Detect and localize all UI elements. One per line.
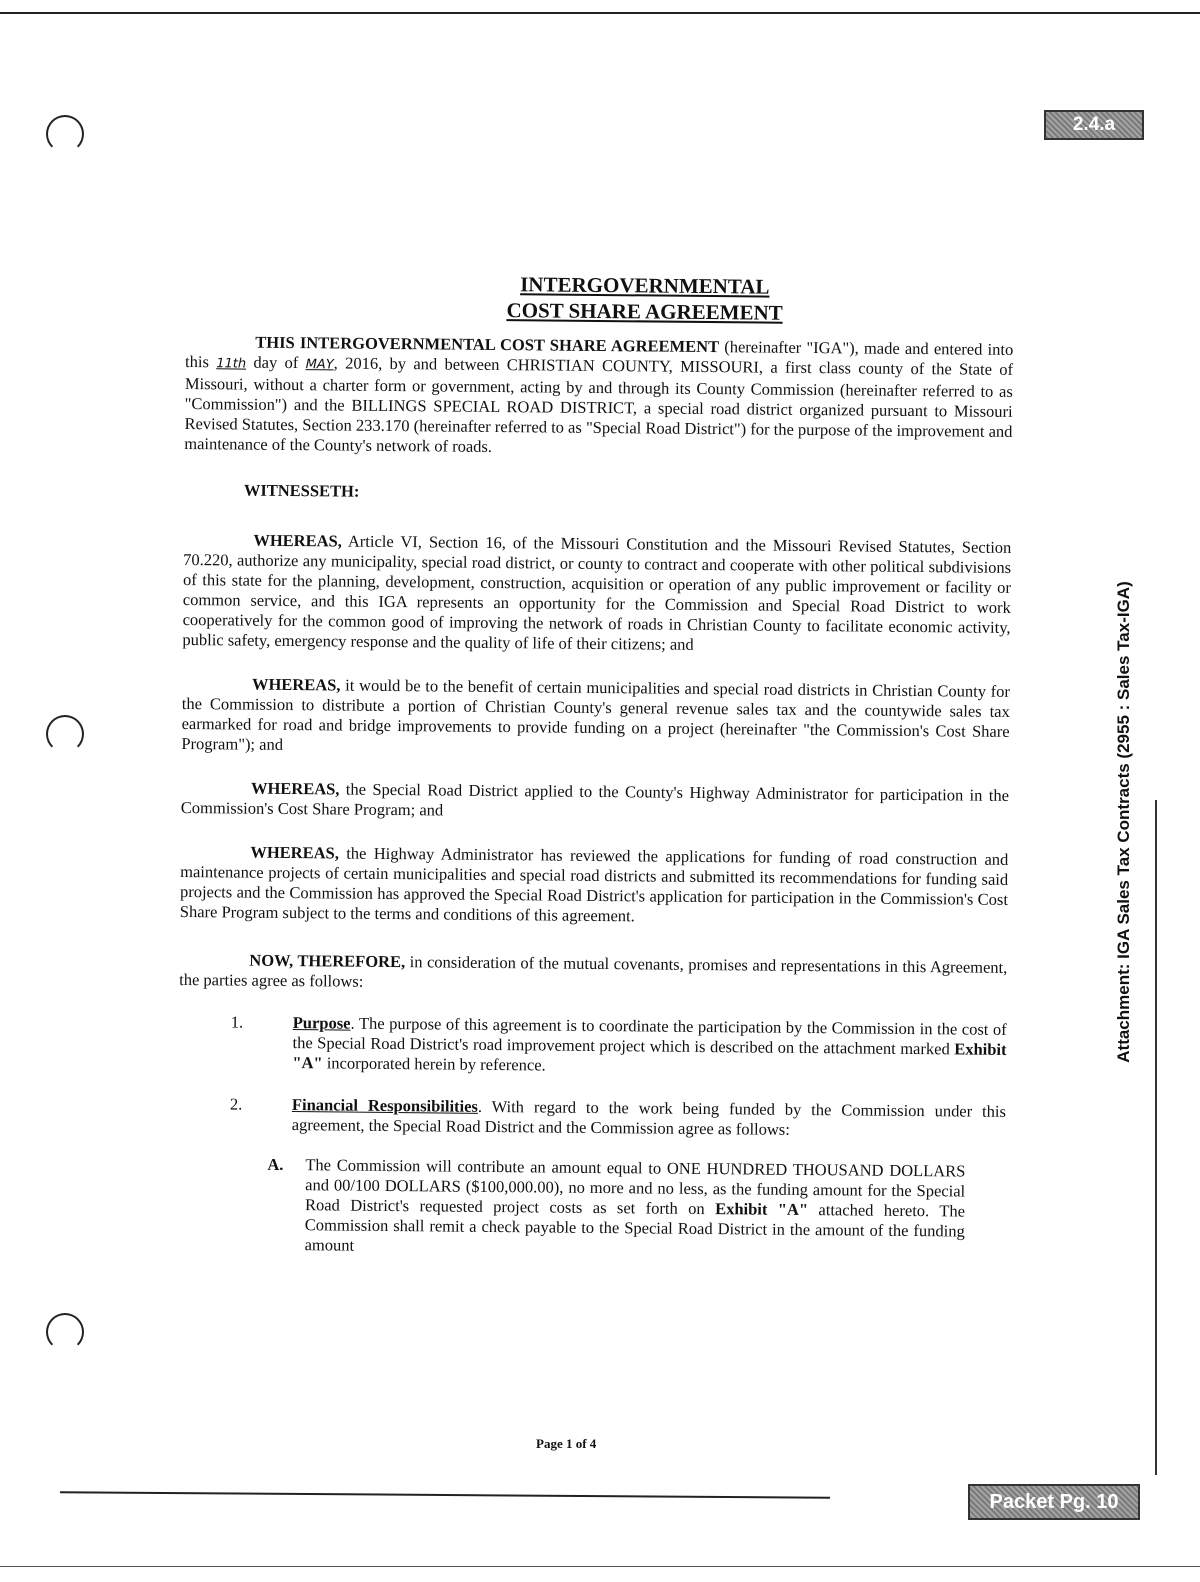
title-line-2: COST SHARE AGREEMENT	[506, 298, 783, 325]
sub-item	[267, 1155, 1006, 1262]
now-therefore-lead: NOW, THEREFORE,	[249, 950, 406, 972]
item-body: . The purpose of this agreement is to coordinate the participation by the Commission in the cost of the Special Road District's road improvement project which is described on the attachment marked	[292, 1013, 1007, 1059]
document-title	[275, 269, 1013, 328]
page-number: Page 1 of 4	[536, 1436, 597, 1451]
item-text	[292, 1095, 1006, 1142]
attachment-side-label: Attachment: IGA Sales Tax Contracts (2955 : Sales Tax-IGA)	[1114, 581, 1133, 1063]
whereas-paragraph	[181, 674, 1010, 762]
punch-hole	[46, 115, 84, 153]
top-scan-edge	[0, 12, 1200, 14]
bottom-rule	[60, 1491, 830, 1498]
sub-item-text	[305, 1155, 1006, 1262]
exhibit-reference: Exhibit "A"	[715, 1199, 809, 1220]
punch-hole	[46, 1313, 84, 1351]
item-number: 2.	[229, 1094, 243, 1114]
whereas-lead: WHEREAS,	[251, 674, 341, 695]
sub-item-letter: A.	[267, 1154, 284, 1174]
whereas-text: the Special Road District applied to the County's Highway Administrator for participation in the Commission's Cost Share Program; and	[180, 779, 1010, 820]
whereas-paragraph	[180, 842, 1009, 930]
handwritten-day: 11th	[216, 356, 247, 372]
intro-paragraph	[184, 332, 1013, 462]
packet-page-badge: Packet Pg. 10	[968, 1484, 1140, 1520]
whereas-text: the Highway Administrator has reviewed the applications for funding of road construction and maintenance projects of certain municipalities and special road districts and submitted its recommendations for funding said projects and the Commission has approved the Special Road District's application for participation in the Commission's Cost Share Program subject to the terms and conditions of this agreement.	[179, 843, 1009, 926]
item-number: 1.	[230, 1012, 244, 1032]
whereas-paragraph	[181, 778, 1009, 826]
whereas-paragraph	[182, 530, 1011, 658]
punch-hole	[46, 715, 84, 753]
item-body: . With regard to the work being funded by the Commission under this agreement, the Special Road District and the Commission agree as follows:	[291, 1096, 1007, 1139]
bottom-scan-edge	[0, 1566, 1200, 1567]
whereas-lead: WHEREAS,	[250, 778, 340, 799]
item-heading: Purpose	[292, 1013, 351, 1033]
title-line-1: INTERGOVERNMENTAL	[520, 272, 770, 299]
intro-text-2: day of	[246, 352, 306, 373]
whereas-lead: WHEREAS,	[253, 530, 342, 551]
handwritten-month: MAY	[305, 357, 334, 373]
item-heading: Financial Responsibilities	[291, 1095, 478, 1116]
numbered-item	[178, 1094, 1006, 1142]
intro-lead: THIS INTERGOVERNMENTAL COST SHARE AGREEMENT	[255, 332, 720, 357]
now-therefore-text: in consideration of the mutual covenants, promises and representations in this Agreement, the parties agree as follows:	[179, 952, 1008, 991]
sub-item-body-cont: attached hereto. The Commission shall remit a check payable to the Special Road District in the amount of the funding amount	[304, 1200, 966, 1255]
item-body-cont: incorporated herein by reference.	[322, 1053, 546, 1075]
whereas-lead: WHEREAS,	[250, 842, 339, 863]
witnesseth-heading: WITNESSETH:	[243, 480, 360, 501]
agenda-item-badge: 2.4.a	[1044, 110, 1144, 140]
whereas-text: it would be to the benefit of certain municipalities and special road districts in Christian County for the Commission to distribute a portion of Christian County's general revenue sales tax and the countywide sales tax earmarked for road and bridge improvements to provide funding on a project (hereinafter "the Commission's Cost Share Program"); and	[181, 675, 1011, 754]
numbered-item	[178, 1012, 1007, 1080]
sub-item-body: The Commission will contribute an amount equal to ONE HUNDRED THOUSAND DOLLARS and 00/100 DOLLARS ($100,000.00), no more and no less, as the funding amount for the Special Road District's requested project costs as set forth on	[304, 1155, 966, 1219]
document-body	[177, 268, 1014, 1262]
side-rule	[1155, 800, 1157, 1475]
item-text	[292, 1013, 1007, 1080]
intro-text-3: , 2016, by and between CHRISTIAN COUNTY, MISSOURI, a first class county of the State of Missouri, without a charter form or government, acting by and through its County Commission (hereinafter referred to as "Commission") and the BILLINGS SPECIAL ROAD DISTRICT, a special road district organized pursuant to Missouri Revised Statutes, Section 233.170 (hereinafter referred to as "Special Road District") for the purpose of the improvement and maintenance of the County's network of roads.	[184, 353, 1014, 456]
exhibit-reference: Exhibit "A"	[292, 1039, 1007, 1073]
now-therefore-paragraph	[179, 950, 1007, 998]
whereas-text: Article VI, Section 16, of the Missouri Constitution and the Missouri Revised Statutes, Section 70.220, authorize any municipality, special road district, or county to contract and cooperate with other political subdivisions of this state for the planning, development, construction, acquisition or operation of any public improvement or facility or common service, and this IGA represents an opportunity for the Commission and Special Road District to work cooperatively for the common good of improving the network of roads in Christian County to facilitate economic activity, public safety, emergency response and the quality of life of their citizens; and	[182, 531, 1012, 654]
intro-text-1: (hereinafter "IGA"), made and entered into this	[185, 337, 1014, 372]
